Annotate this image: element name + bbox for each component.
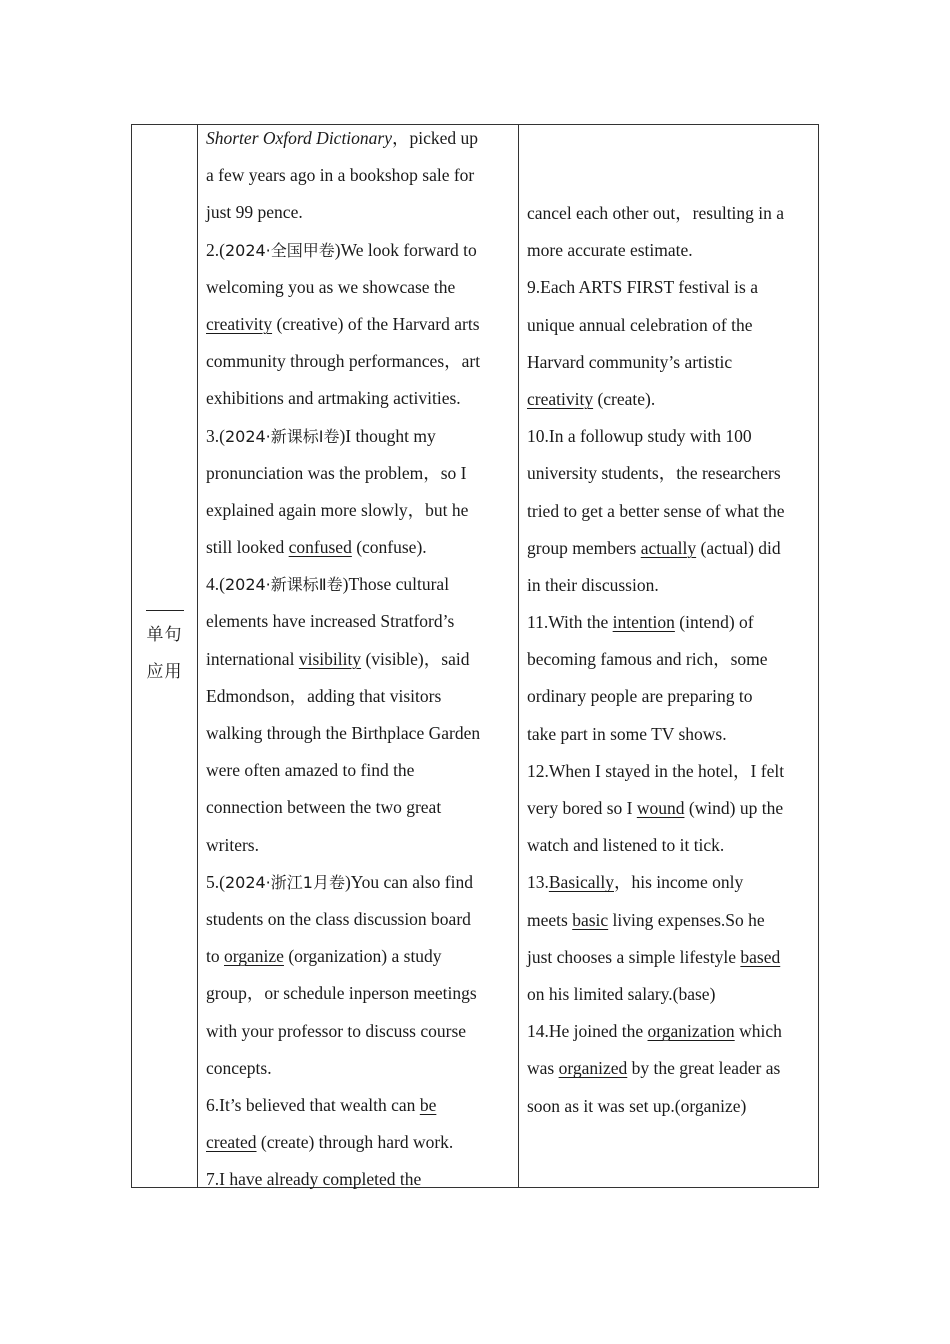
- text-run: group members: [527, 537, 641, 558]
- middle-column-line: [206, 1050, 516, 1087]
- middle-column-line: [206, 1161, 516, 1198]
- text-run: 6.It’s believed that wealth can: [206, 1094, 420, 1115]
- source-tag: 2024·浙江1月卷: [224, 872, 345, 892]
- text-run: )Those cultural: [342, 574, 450, 595]
- right-column-line: [527, 976, 817, 1013]
- middle-column-line: [206, 120, 516, 157]
- text-run: cancel each other out，resulting in a: [527, 203, 785, 223]
- text-run: )I thought my: [339, 425, 436, 446]
- middle-column-line: [206, 1087, 516, 1124]
- text-run: living expenses.So he: [608, 909, 765, 930]
- text-run: students on the class discussion board: [206, 908, 471, 929]
- right-column-line: [527, 939, 817, 976]
- text-run: 5.(: [206, 871, 225, 892]
- text-run: walking through the Birthplace Garden: [206, 723, 481, 743]
- middle-column-line: [206, 641, 516, 678]
- middle-column-line: [206, 380, 516, 417]
- text-run: (actual) did: [696, 537, 781, 558]
- text-run: meets: [527, 909, 573, 930]
- text-run: by the great leader as: [627, 1058, 781, 1079]
- text-run: ordinary people are preparing to: [527, 686, 753, 707]
- text-run: soon as it was set up.(organize): [527, 1095, 747, 1116]
- answer-blank: visibility: [298, 648, 362, 669]
- text-run: international: [206, 648, 299, 669]
- right-column-line: [527, 1050, 817, 1087]
- middle-column-line: [206, 752, 516, 789]
- section-label: [132, 603, 197, 691]
- answer-blank: be: [419, 1094, 437, 1115]
- text-run: (organization) a study: [283, 946, 442, 967]
- text-run: elements have increased Stratford’s: [206, 611, 455, 632]
- text-run: just chooses a simple lifestyle: [527, 946, 741, 967]
- text-run: becoming famous and rich，some: [527, 649, 768, 670]
- middle-column-line: [206, 566, 516, 603]
- right-column-line: [527, 641, 817, 678]
- right-column-line: [527, 418, 817, 455]
- right-column-line: [527, 827, 817, 864]
- right-column-line: [527, 381, 817, 418]
- text-run: to: [206, 946, 224, 967]
- right-column-line: [527, 1013, 817, 1050]
- text-run: (creative) of the Harvard arts: [272, 313, 480, 334]
- answer-blank: organization: [647, 1021, 735, 1042]
- text-run: a few years ago in a bookshop sale for: [206, 165, 475, 186]
- right-column-line: [527, 604, 817, 641]
- middle-column-line: [206, 789, 516, 826]
- text-run: with your professor to discuss course: [206, 1020, 467, 1041]
- text-run: Edmondson，adding that visitors: [206, 685, 442, 706]
- text-run: Harvard community’s artistic: [527, 351, 733, 372]
- text-run: (intend) of: [674, 612, 754, 633]
- right-column-line: [527, 678, 817, 715]
- source-tag: 2024·全国甲卷: [224, 240, 335, 260]
- answer-blank: based: [740, 946, 781, 967]
- text-run: exhibitions and artmaking activities.: [206, 388, 461, 409]
- middle-column-line: [206, 306, 516, 343]
- middle-column-line: [206, 1124, 516, 1161]
- text-run: )We look forward to: [334, 239, 477, 260]
- right-column-line: [527, 753, 817, 790]
- text-run: 2.(: [206, 239, 225, 260]
- text-run: connection between the two great: [206, 797, 442, 818]
- text-run: in their discussion.: [527, 574, 659, 595]
- text-run: still looked: [206, 537, 289, 558]
- text-run: 10.In a followup study with 100: [527, 426, 752, 447]
- right-column-line: [527, 530, 817, 567]
- text-run: tried to get a better sense of what the: [527, 500, 785, 521]
- right-column-line: [527, 455, 817, 492]
- answer-blank: actually: [640, 537, 697, 558]
- text-run: very bored so I: [527, 798, 637, 818]
- answer-blank: created: [206, 1132, 257, 1153]
- text-run: concepts.: [206, 1057, 272, 1078]
- section-label-line2: 应用: [146, 662, 183, 682]
- answer-blank: creativity: [527, 388, 594, 409]
- middle-column-line: [206, 901, 516, 938]
- middle-column-line: [206, 492, 516, 529]
- text-run: were often amazed to find the: [206, 760, 415, 781]
- answer-blank: organize: [224, 946, 284, 967]
- middle-column-line: [206, 157, 516, 194]
- answer-blank: confused: [288, 537, 352, 558]
- right-column-line: [527, 864, 817, 901]
- text-run: ，his income only: [614, 872, 744, 893]
- right-column-line: [527, 902, 817, 939]
- answer-blank: creativity: [206, 313, 273, 334]
- middle-column-line: [206, 194, 516, 231]
- middle-column-line: [206, 678, 516, 715]
- middle-column-line: [206, 418, 516, 455]
- text-run: 7.I have already completed the: [206, 1169, 422, 1190]
- answer-blank: organized: [558, 1058, 628, 1079]
- text-run: university students，the researchers: [527, 463, 781, 484]
- text-run: 11.With the: [527, 612, 613, 633]
- middle-column-line: [206, 938, 516, 975]
- text-run: (create).: [593, 388, 656, 409]
- middle-column-line: [206, 864, 516, 901]
- italic-title: Shorter Oxford Dictionary: [206, 128, 392, 148]
- text-run: (create) through hard work.: [256, 1132, 454, 1153]
- answer-blank: wound: [636, 798, 685, 818]
- answer-blank: Basically: [548, 872, 614, 893]
- text-run: writers.: [206, 834, 259, 855]
- text-run: more accurate estimate.: [527, 240, 693, 261]
- text-run: was: [527, 1058, 559, 1079]
- column-divider-1: [197, 125, 198, 1187]
- middle-column-line: [206, 827, 516, 864]
- text-run: (visible)，said: [361, 648, 470, 669]
- text-run: 13.: [527, 872, 549, 893]
- right-column-line: [527, 716, 817, 753]
- right-column-line: [527, 1088, 817, 1125]
- text-run: 12.When I stayed in the hotel，I felt: [527, 760, 785, 781]
- text-run: which: [734, 1021, 782, 1042]
- middle-column-line: [206, 975, 516, 1012]
- source-tag: 2024·新课标Ⅱ卷: [224, 575, 343, 595]
- text-run: 14.He joined the: [527, 1021, 648, 1042]
- text-run: explained again more slowly，but he: [206, 499, 469, 520]
- exercise-table: [131, 124, 819, 1188]
- text-run: community through performances，art: [206, 351, 481, 372]
- answer-blank: intention: [612, 612, 675, 633]
- middle-column-line: [206, 603, 516, 640]
- section-label-line1: 单句: [146, 625, 183, 645]
- text-run: unique annual celebration of the: [527, 314, 753, 335]
- text-run: welcoming you as we showcase the: [206, 276, 456, 297]
- text-run: just 99 pence.: [206, 202, 303, 223]
- text-run: take part in some TV shows.: [527, 723, 727, 744]
- text-run: ，picked up: [392, 128, 479, 148]
- text-run: 9.Each ARTS FIRST festival is a: [527, 277, 758, 298]
- right-column-line: [527, 195, 817, 232]
- text-run: watch and listened to it tick.: [527, 835, 725, 856]
- text-run: 4.(: [206, 574, 225, 595]
- middle-column-line: [206, 1013, 516, 1050]
- right-column-line: [527, 269, 817, 306]
- right-column-line: [527, 790, 817, 827]
- right-column-line: [527, 307, 817, 344]
- right-column-line: [527, 344, 817, 381]
- text-run: group，or schedule inperson meetings: [206, 983, 477, 1004]
- middle-column-line: [206, 343, 516, 380]
- source-tag: 2024·新课标Ⅰ卷: [224, 426, 340, 446]
- middle-column-line: [206, 529, 516, 566]
- right-column-line: [527, 493, 817, 530]
- middle-column-text: [206, 120, 516, 1198]
- text-run: (wind) up the: [684, 798, 784, 818]
- middle-column-line: [206, 455, 516, 492]
- column-divider-2: [518, 125, 519, 1187]
- text-run: 3.(: [206, 425, 225, 446]
- text-run: pronunciation was the problem，so I: [206, 462, 467, 483]
- right-column-text: [527, 195, 817, 1125]
- section-label-dash: [132, 603, 197, 617]
- middle-column-line: [206, 715, 516, 752]
- answer-blank: basic: [572, 909, 609, 930]
- right-column-line: [527, 567, 817, 604]
- text-run: (confuse).: [351, 537, 427, 558]
- right-column-line: [527, 232, 817, 269]
- text-run: )You can also find: [344, 871, 473, 892]
- middle-column-line: [206, 232, 516, 269]
- text-run: on his limited salary.(base): [527, 983, 716, 1004]
- middle-column-line: [206, 269, 516, 306]
